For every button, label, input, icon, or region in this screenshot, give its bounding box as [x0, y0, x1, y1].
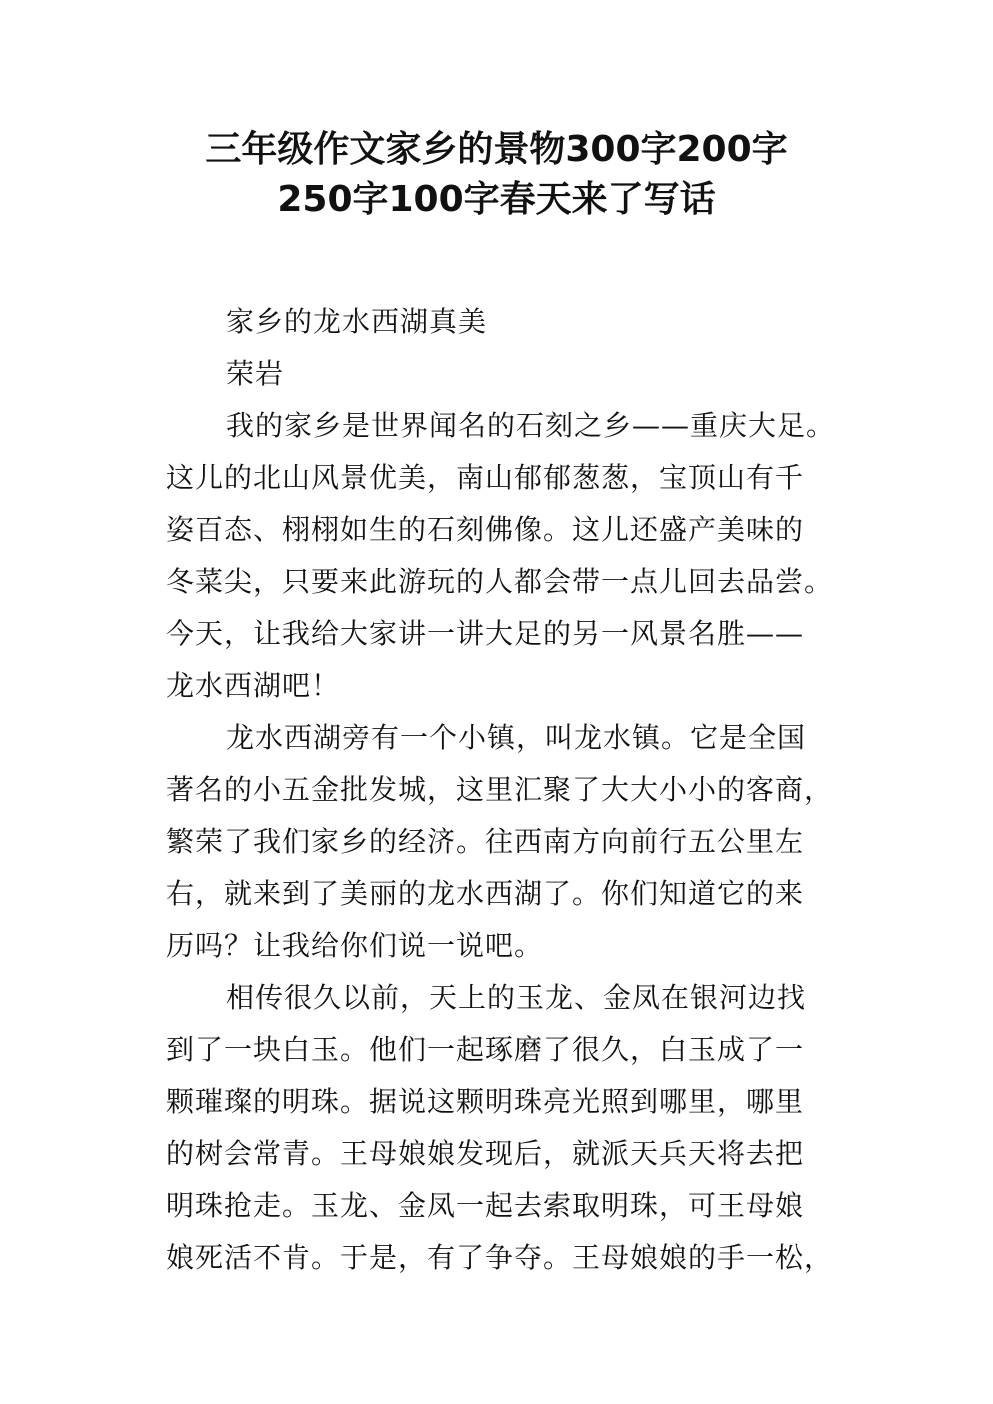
paragraph-line: 明珠抢走。玉龙、金凤一起去索取明珠，可王母娘 — [166, 1189, 805, 1222]
paragraph-line: 颗璀璨的明珠。据说这颗明珠亮光照到哪里，哪里 — [166, 1085, 805, 1118]
paragraph-line: 历吗？让我给你们说一说吧。 — [166, 929, 544, 962]
article-heading: 家乡的龙水西湖真美 — [226, 305, 488, 338]
paragraph-line: 龙水西湖旁有一个小镇，叫龙水镇。它是全国 — [226, 721, 807, 754]
paragraph-line: 我的家乡是世界闻名的石刻之乡——重庆大足。 — [226, 409, 836, 442]
document-title-line-1: 三年级作文家乡的景物300字200字 — [205, 129, 788, 170]
paragraph-line: 这儿的北山风景优美，南山郁郁葱葱，宝顶山有千 — [166, 461, 805, 494]
paragraph-line: 龙水西湖吧！ — [166, 669, 341, 702]
paragraph-line: 右，就来到了美丽的龙水西湖了。你们知道它的来 — [166, 877, 805, 910]
paragraph-line: 相传很久以前，天上的玉龙、金凤在银河边找 — [226, 981, 807, 1014]
paragraph-line: 的树会常青。王母娘娘发现后，就派天兵天将去把 — [166, 1137, 805, 1170]
paragraph — [166, 972, 866, 1284]
paragraph-line: 著名的小五金批发城，这里汇聚了大大小小的客商， — [166, 773, 834, 806]
document-title-line-2: 250字100字春天来了写话 — [277, 179, 716, 220]
paragraphs — [166, 400, 866, 1284]
paragraph-line: 到了一块白玉。他们一起琢磨了很久，白玉成了一 — [166, 1033, 805, 1066]
paragraph-line: 冬菜尖，只要来此游玩的人都会带一点儿回去品尝。 — [166, 565, 834, 598]
paragraph-line: 姿百态、栩栩如生的石刻佛像。这儿还盛产美味的 — [166, 513, 805, 546]
article-body — [166, 296, 866, 1284]
paragraph-line: 娘死活不肯。于是，有了争夺。王母娘娘的手一松， — [166, 1241, 834, 1274]
paragraph — [166, 400, 866, 712]
paragraph — [166, 712, 866, 972]
article-author: 荣岩 — [226, 357, 285, 390]
paragraph-line: 今天，让我给大家讲一讲大足的另一风景名胜—— — [166, 617, 805, 650]
paragraph-line: 繁荣了我们家乡的经济。往西南方向前行五公里左 — [166, 825, 805, 858]
